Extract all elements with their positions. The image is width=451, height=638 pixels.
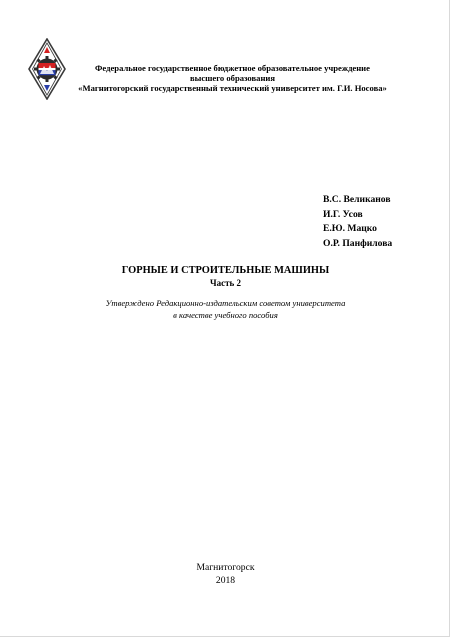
approval-note bbox=[80, 297, 371, 322]
document-title: ГОРНЫЕ И СТРОИТЕЛЬНЫЕ МАШИНЫ bbox=[121, 265, 330, 276]
approval-line-1: Утверждено Редакционно-издательским советом университета bbox=[105, 298, 346, 308]
publication-year: 2018 bbox=[215, 575, 236, 586]
author-4: О.Р. Панфилова bbox=[323, 237, 393, 249]
publication-city: Магнитогорск bbox=[196, 562, 255, 573]
approval-line-2: в качестве учебного пособия bbox=[173, 310, 278, 321]
institution-line-1: Федеральное государственное бюджетное образовательное учреждение bbox=[95, 63, 370, 73]
author-1: В.С. Великанов bbox=[323, 194, 391, 205]
institution-header bbox=[60, 63, 405, 94]
institution-line-2: высшего образования bbox=[189, 73, 275, 84]
authors-list bbox=[323, 193, 392, 251]
author-3: Е.Ю. Мацко bbox=[323, 223, 377, 235]
institution-line-3: «Магнитогорский государственный технический университет им. Г.И. Носова» bbox=[78, 83, 387, 94]
author-2: И.Г. Усов bbox=[323, 208, 363, 220]
document-part: Часть 2 bbox=[209, 278, 242, 288]
